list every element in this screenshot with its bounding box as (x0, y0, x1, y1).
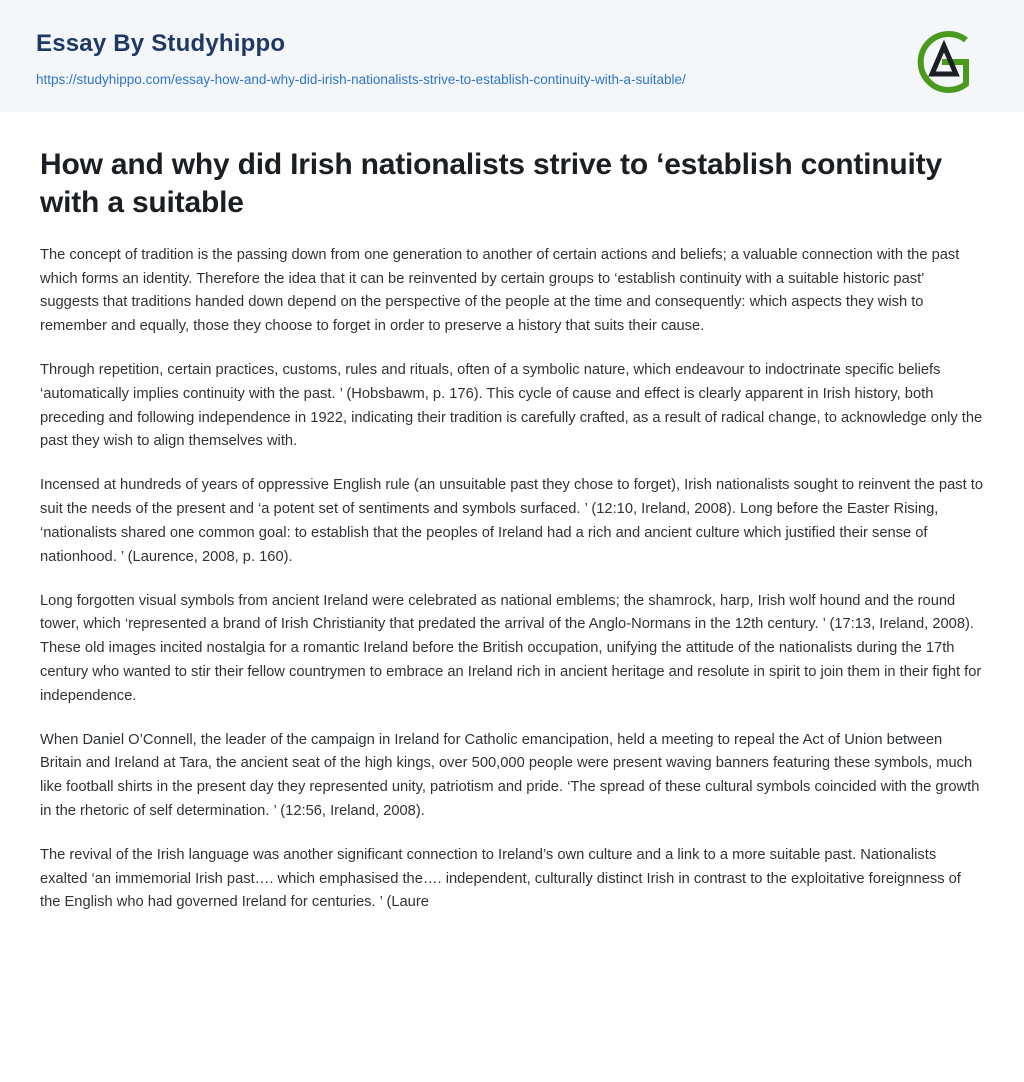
source-url-link[interactable]: https://studyhippo.com/essay-how-and-why-did-irish-nationalists-strive-to-establish-continuity-with-a-suitable/ (36, 72, 686, 87)
site-brand-text: Essay By Studyhippo (36, 30, 286, 57)
article-paragraph: When Daniel O’Connell, the leader of the campaign in Ireland for Catholic emancipation, held a meeting to repeal the Act of Union between Britain and Ireland at Tara, the ancient seat of the high kings, over 500,000 people were present waving banners featuring these symbols, much like football shirts in the present day they represented unity, patriotism and pride. ‘The spread of these cultural symbols coincided with the growth in the rhetoric of self determination. ’ (12:56, Ireland, 2008). (40, 731, 980, 819)
article-paragraph: Long forgotten visual symbols from ancient Ireland were celebrated as national emblems; the shamrock, harp, Irish wolf hound and the round tower, which ‘represented a brand of Irish Christianity that predated the arrival of the Anglo-Normans in the 12th century. ’ (17:13, Ireland, 2008). These old images incited nostalgia for a romantic Ireland before the British occupation, unifying the attitude of the nationalists during the 17th century who wanted to stir their fellow countrymen to embrace an Ireland rich in ancient heritage and resolute in spirit to join them in their fight for independence. (40, 592, 982, 704)
article-body (0, 112, 1024, 956)
studyhippo-logo-icon (908, 26, 980, 98)
article-paragraph: The revival of the Irish language was another significant connection to Ireland’s own culture and a link to a more suitable past. Nationalists exalted ‘an immemorial Irish past…. which emphasised the…. independent, culturally distinct Irish in contrast to the exploitative foreignness of the English who had governed Ireland for centuries. ’ (Laure (40, 846, 961, 911)
site-header (0, 0, 1024, 112)
article-paragraph: The concept of tradition is the passing down from one generation to another of certain actions and beliefs; a valuable connection with the past which forms an identity. Therefore the idea that it can be reinvented by certain groups to ‘establish continuity with a suitable historic past’ suggests that traditions handed down depend on the perspective of the people at the time and consequently: which aspects they wish to remember and equally, those they choose to forget in order to preserve a history that suits their cause. (40, 246, 960, 335)
article-paragraph: Through repetition, certain practices, customs, rules and rituals, often of a symbolic nature, which endeavour to indoctrinate specific beliefs ‘automatically implies continuity with the past. ’ (Hobsbawm, p. 176). This cycle of cause and effect is clearly apparent in Irish history, both preceding and following independence in 1922, indicating their tradition is carefully crafted, as a result of radical change, to acknowledge only the past they wish to align themselves with. (40, 362, 983, 450)
page-title: How and why did Irish nationalists strive to ‘establish continuity with a suitable (40, 147, 942, 219)
article-paragraph: Incensed at hundreds of years of oppressive English rule (an unsuitable past they chose to forget), Irish nationalists sought to reinvent the past to suit the needs of the present and ‘a potent set of sentiments and symbols surfaced. ’ (12:10, Ireland, 2008). Long before the Easter Rising, ‘nationalists shared one common goal: to establish that the peoples of Ireland had a rich and ancient culture which justified their sense of nationhood. ’ (Laurence, 2008, p. 160). (40, 477, 984, 565)
site-brand (36, 30, 988, 58)
